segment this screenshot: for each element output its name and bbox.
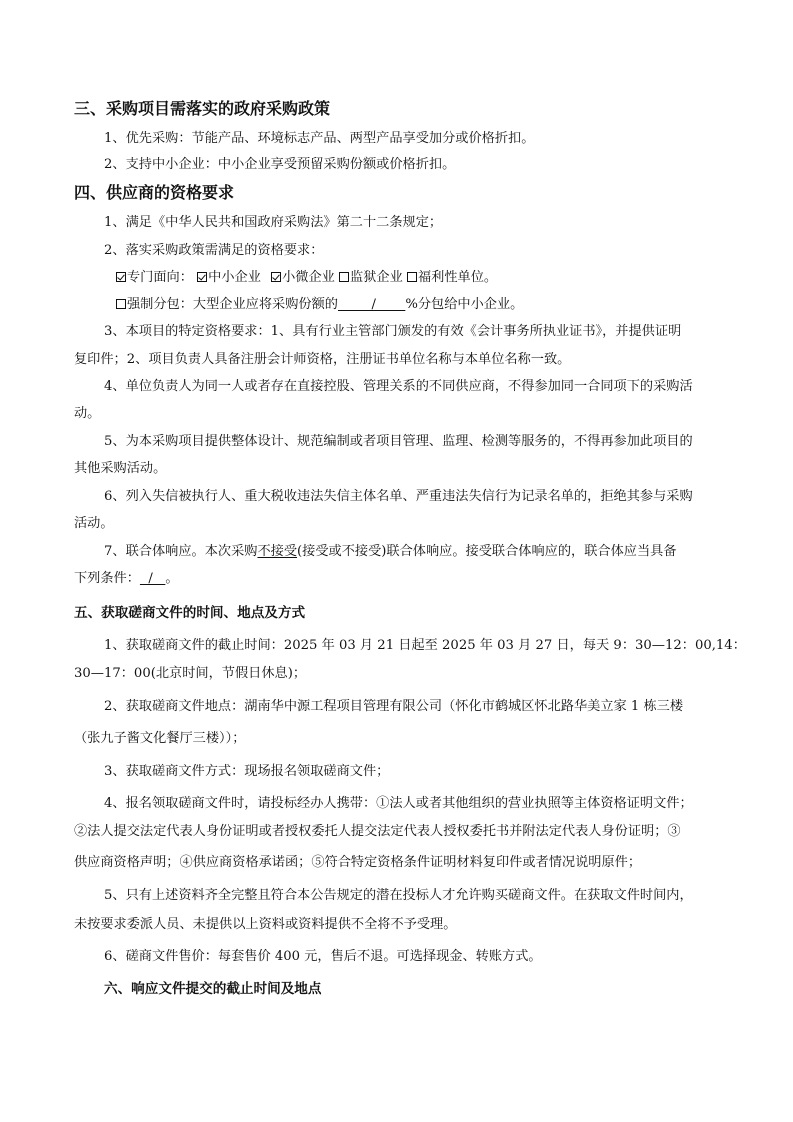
sec4-item-6-line-2: 活动。 [74, 516, 114, 531]
sec4-item-1: 1、满足《中华人民共和国政府采购法》第二十二条规定； [104, 215, 443, 230]
checkbox-icon [339, 272, 349, 282]
sec3-item-2: 2、支持中小企业：中小企业享受预留采购份额或价格折扣。 [104, 157, 456, 172]
sec4-item-4-line-1: 4、单位负责人为同一人或者存在直接控股、管理关系的不同供应商，不得参加同一合同项下的采购活 [104, 379, 693, 394]
sec4-item-5-line-2: 其他采购活动。 [74, 461, 167, 476]
sec3-item-1: 1、优先采购：节能产品、环境标志产品、两型产品享受加分或价格折扣。 [104, 131, 535, 146]
checkbox-sme[interactable]: 中小企业 [197, 270, 261, 285]
checkbox-icon [271, 272, 281, 282]
sec4-item-5-line-1: 5、为本采购项目提供整体设计、规范编制或者项目管理、监理、检测等服务的，不得再参加此项目的 [104, 434, 693, 449]
sec4-item-3-line-1: 3、本项目的特定资格要求：1、具有行业主管部门颁发的有效《会计事务所执业证书》，并提供证明 [104, 324, 682, 339]
forced-subcontract-row [116, 295, 523, 315]
section-4-title: 四、供应商的资格要求 [74, 183, 235, 202]
policy-checkbox-row [116, 268, 497, 288]
sec5-item-3: 3、获取磋商文件方式：现场报名领取磋商文件； [104, 764, 390, 779]
checkbox-micro[interactable]: 小微企业 [271, 270, 335, 285]
sec5-item-2-line-2: （张九子酱文化餐厅三楼））； [74, 731, 246, 746]
consortium-value: 不接受 [257, 544, 298, 559]
sec5-item-4-line-2: ②法人提交法定代表人身份证明或者授权委托人提交法定代表人授权委托书并附法定代表人身份证明；③ [74, 824, 681, 839]
sec5-item-6: 6、磋商文件售价：每套售价 400 元，售后不退。可选择现金、转账方式。 [104, 949, 542, 964]
sec5-item-1-line-1: 1、获取磋商文件的截止时间：2025 年 03 月 21 日起至 2025 年 03 月 27 日，每天 9：30—12：00,14： [104, 638, 746, 653]
checkbox-welfare[interactable]: 福利性单位。 [407, 270, 497, 285]
sec4-item-4-line-2: 动。 [74, 406, 101, 421]
sec5-item-1-line-2: 30—17：00(北京时间，节假日休息)； [74, 666, 307, 681]
sec4-item-3-line-2: 复印件；2、项目负责人具备注册会计师资格，注册证书单位名称与本单位名称一致。 [74, 352, 571, 367]
checkbox-icon [407, 272, 417, 282]
sec4-item-7-line-1: 7、联合体响应。本次采购不接受(接受或不接受)联合体响应。接受联合体响应的，联合体应当具备 [104, 544, 677, 559]
sec4-item-6-line-1: 6、列入失信被执行人、重大税收违法失信主体名单、严重违法失信行为记录名单的，拒绝其参与采购 [104, 489, 693, 504]
sec5-item-5-line-1: 5、只有上述资料齐全完整且符合本公告规定的潜在投标人才允许购买磋商文件。在获取文件时间内， [104, 888, 693, 903]
checkbox-icon [197, 272, 207, 282]
sec4-item-7-line-2: 下列条件： / 。 [74, 571, 179, 586]
section-5-title: 五、获取磋商文件的时间、地点及方式 [74, 605, 306, 621]
sec5-item-4-line-3: 供应商资格声明；④供应商资格承诺函；⑤符合特定资格条件证明材料复印件或者情况说明原件； [74, 855, 642, 870]
sec5-item-2-line-1: 2、获取磋商文件地点：湖南华中源工程项目管理有限公司（怀化市鹤城区怀北路华美立家 1 栋三楼 [104, 699, 684, 714]
forced-subcontract-suffix: %分包给中小企业。 [405, 297, 524, 312]
checkbox-prison[interactable]: 监狱企业 [339, 270, 403, 285]
sec5-item-4-line-1: 4、报名领取磋商文件时，请投标经办人携带：①法人或者其他组织的营业执照等主体资格证明文件； [104, 796, 693, 811]
section-6-title: 六、响应文件提交的截止时间及地点 [104, 981, 322, 997]
sec4-item-2: 2、落实采购政策需满足的资格要求： [104, 243, 324, 258]
checkbox-icon[interactable] [116, 299, 126, 309]
forced-subcontract-label: 强制分包：大型企业应将采购份额的 [127, 297, 338, 312]
checkbox-dedicated[interactable]: 专门面向： [116, 270, 193, 285]
consortium-conditions-blank: / [139, 571, 166, 586]
checkbox-icon [116, 272, 126, 282]
section-3-title: 三、采购项目需落实的政府采购政策 [74, 99, 331, 118]
sec5-item-5-line-2: 未按要求委派人员、未提供以上资料或资料提供不全将不予受理。 [74, 917, 457, 932]
subcontract-percent-blank: / [338, 297, 406, 312]
